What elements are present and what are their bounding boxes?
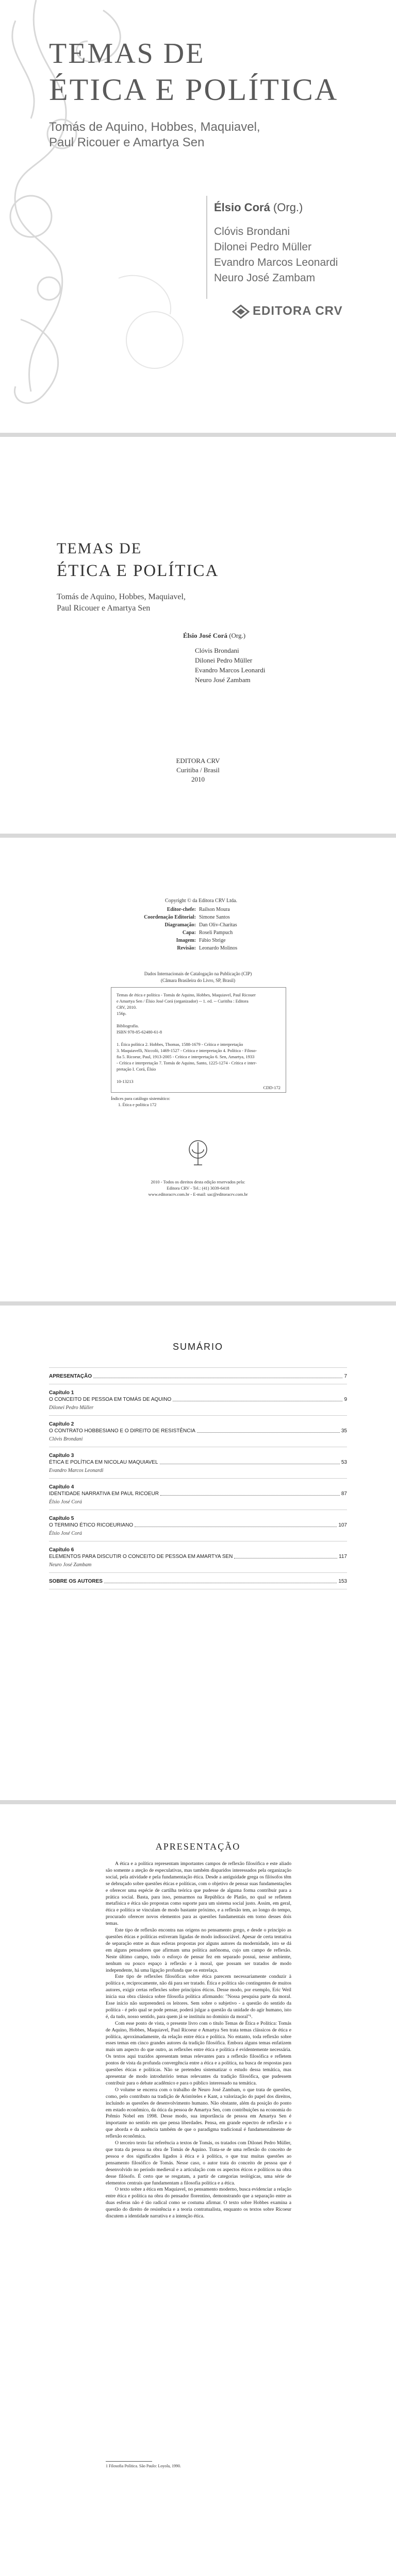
summary-page-number: 35: [341, 1428, 347, 1434]
copyright-footer-line: Editora CRV - Tel.: (41) 3039-6418: [167, 1185, 229, 1191]
credit-row: [124, 937, 278, 944]
cip-line: Bibliografia.: [117, 1023, 139, 1028]
summary-chapter-number: Capítulo 4: [49, 1484, 74, 1490]
summary-entry-title: IDENTIDADE NARRATIVA EM PAUL RICOEUR: [49, 1491, 159, 1497]
cip-line: [117, 1072, 280, 1078]
title-page-author: Dilonei Pedro Müller: [195, 656, 253, 664]
summary-chapter-number: Capítulo 6: [49, 1547, 74, 1553]
summary-entry-row: [49, 1578, 347, 1585]
summary-chapter-number: Capítulo 1: [49, 1390, 74, 1396]
summary-entry-row: [49, 1553, 347, 1560]
title-page-organizer-suffix: (Org.): [227, 632, 246, 639]
credit-row: [124, 906, 278, 913]
publisher-emblem-icon: [188, 1139, 208, 1167]
summary-leader-dots: [160, 1495, 340, 1496]
summary-page-number: 9: [344, 1397, 347, 1402]
summary-chapter-number: Capítulo 5: [49, 1516, 74, 1521]
summary-page-number: 7: [344, 1374, 347, 1379]
summary-entry-title: APRESENTAÇÃO: [49, 1374, 92, 1379]
copyright-footer-line: www.editoracrv.com.br - E-mail: sac@editoracrv.com.br: [148, 1192, 248, 1197]
summary-entry-row: [49, 1490, 347, 1497]
summary-page-number: 107: [338, 1522, 347, 1528]
cip-line: pretação I. Corá, Élsio: [117, 1066, 156, 1072]
cover-authors: [214, 224, 338, 286]
publisher-logo-text: EDITORA CRV: [253, 304, 343, 318]
credit-key: Coordenação Editorial:: [144, 914, 196, 920]
cover-organizer: [214, 201, 303, 214]
cip-catalog-box: [111, 987, 286, 1093]
cip-line: 10-13213: [117, 1079, 134, 1084]
title-page-organizer: [183, 632, 245, 640]
presentation-body: [106, 1861, 291, 2220]
summary-entry-author: Élsio José Corá: [49, 1499, 82, 1505]
cip-cdd: CDD-172: [263, 1085, 280, 1090]
body-paragraph: Com esse ponto de vista, o presente livro com o título Temas de Ética e Política: Tomás de Aquino, Hobbes, Maquiavel, Paul Ricoeur e Amartya Sen trata temas clássicos de ética e política, aproximadamente, da relação entre ética e política. No entanto, toda reflexão sobre esses temas em cinco grandes autores da tradição filosófica. Embora alguns temas enfatizem mais um aspecto do que outro, as reflexões entre ética e política é evidentemente necessária. Os textos aqui trazidos apresentam temas relevantes para a reflexão filosófica e refletem pontos de vista da profunda convergência entre a ética e a política, na busca de respostas para questões éticas e políticas. Não se pretendeu sistematizar o estudo dessa temática, mas apresentar de modo introdutório temas relevantes da tradição filosófica, que pudessem contribuir para o debate acadêmico e para o público interessado na temática.: [106, 2020, 291, 2086]
publisher-city: Curitiba / Brasil: [176, 766, 220, 774]
cip-line: 1. Ética política 2. Hobbes, Thomas, 1588-1679 - Crítica e interpretação: [117, 1042, 243, 1047]
credit-key: Editor-chefe:: [167, 907, 196, 912]
publisher-logo: [232, 304, 343, 319]
footnote: 1 Filosofia Política. São Paulo: Loyola, 1990.: [106, 2464, 181, 2468]
body-paragraph: O volume se encerra com o trabalho de Neuro José Zambam, o que trata de questões, como, pelo contributo na tradição de Aristóteles e Kant, a valorização do papel dos direitos, incluindo as questões de desenvolvimento humano. Não obstante, além da posição do ponto em estado econômico, da ótica da pessoa de Amartya Sen, com contribuições na economia do Prêmio Nobel em 1998. Desse modo, sua importância de pessoa em Amartya Sen é importante no sentido em que pensa liberdades. Pensa, em grande espectro de reflexão e o que aborda e da ausência também de que o paradigma tradicional é fundamentalmente de reflexão econômica.: [106, 2087, 291, 2140]
title-page-author: Clóvis Brondani: [195, 647, 239, 654]
cover-title-line2: ÉTICA E POLÍTICA: [49, 73, 339, 107]
credit-key: Imagem:: [176, 938, 196, 943]
title-page-author: Evandro Marcos Leonardi: [195, 666, 266, 674]
summary-entry-row: [49, 1428, 347, 1434]
summary-entry-row: [49, 1373, 347, 1380]
presentation-page: [0, 1804, 396, 2576]
cip-footer-row: [117, 1084, 280, 1091]
credit-key: Capa:: [182, 930, 196, 936]
summary-entry[interactable]: [49, 1573, 347, 1589]
body-paragraph: Este tipo de reflexões filosóficas sobre ética parecem necessariamente conduzir à política e, reciprocamente, não dá para ser tratado. Ética e política são contingentes de muitos autores, exigir certas reflexões sobre princípios éticos. Desse modo, por exemplo, Eric Weil inicia sua obra clássica sobre filosofia política afirmando: "Nossa pesquisa parte da moral. Esse início não surpreenderá os leitores. Sem sobre o subjetivo - a questão do sentido da política - é pelo qual se pode pensar, poderá julgar a questão da unidade do agir humano, isto é, da tudo, nosso sentido, para quem já se instituiu no domínio da moral"¹.: [106, 1974, 291, 2020]
summary-entry[interactable]: [49, 1384, 347, 1415]
cip-heading-line1: Dados Internacionais de Catalogação na Publicação (CIP): [144, 971, 252, 976]
summary-title: SUMÁRIO: [172, 1342, 223, 1352]
summary-leader-dots: [197, 1432, 340, 1433]
copyright-footer-line: 2010 - Todos os direitos desta edição reservados pela:: [151, 1179, 245, 1184]
credit-row: [124, 921, 278, 929]
title-page: [0, 437, 396, 834]
summary-entry[interactable]: [49, 1416, 347, 1447]
cip-line: fia 5. Ricoeur, Paul, 1913-2005 - Crítica e interpretação 6. Sen, Amartya, 1933: [117, 1054, 255, 1059]
catalog-index-line: 1. Ética e política 172: [118, 1102, 157, 1107]
credit-value: Simone Santos: [199, 914, 230, 920]
title-page-subtitle: [57, 591, 186, 614]
cip-line: [117, 1016, 280, 1023]
summary-entry[interactable]: [49, 1368, 347, 1384]
summary-list: [49, 1367, 347, 1589]
summary-entry[interactable]: [49, 1541, 347, 1572]
cover-author: Neuro José Zambam: [214, 272, 316, 284]
summary-entry-author: Dilonei Pedro Müller: [49, 1405, 94, 1411]
credits-block: [124, 897, 278, 952]
cover-subtitle-line2: Paul Ricouer e Amartya Sen: [49, 135, 205, 149]
summary-entry-title: O TERMINO ÉTICO RICOEURIANO: [49, 1522, 134, 1528]
credit-row: [124, 929, 278, 937]
credit-value: Dan Oliv-Charitas: [199, 922, 237, 928]
credit-value: Fábio Sbrige: [199, 938, 226, 943]
credit-key: Revisão:: [177, 945, 196, 951]
title-page-subtitle-line1: Tomás de Aquino, Hobbes, Maquiavel,: [57, 592, 186, 601]
body-paragraph: O terceiro texto faz referência a textos de Tomás, os tratados com Dilonei Pedro Müller, que trata da pessoa na obra de Tomás de Aquino. Trata-se de uma reflexão do conceito de pessoa e dos significados ligados à ética e à política, o que traz muitas questões ao pensamento filosófico de Tomás. Nesse caso, o autor trata do conceito de pessoa que é desenvolvido no período medieval e a articulação com os aspectos éticos e políticos na obra desse filósofo. É certo que se resgatam, a partir de categorias teológicas, uma série de elementos centrais que fundamentam a filosofia política e a ética.: [106, 2140, 291, 2186]
summary-entry-row: [49, 1522, 347, 1529]
cover-author: Clóvis Brondani: [214, 226, 290, 238]
summary-entry[interactable]: [49, 1510, 347, 1541]
cip-line: 3. Maquiavelli, Niccolò, 1469-1527 - Crítica e interpretação 4. Política - Filoso-: [117, 1048, 257, 1053]
summary-entry[interactable]: [49, 1479, 347, 1510]
summary-entry-row: [49, 1396, 347, 1403]
title-page-subtitle-line2: Paul Ricouer e Amartya Sen: [57, 604, 151, 613]
catalog-index: [111, 1095, 170, 1108]
publication-year: 2010: [191, 775, 205, 783]
title-page-line2: ÉTICA E POLÍTICA: [57, 562, 219, 580]
copyright-line: Copyright © da Editora CRV Ltda.: [165, 898, 237, 904]
cip-line: - Crítica e interpretação 7. Tomás de Aquino, Santo, 1225-1274 - Crítica e inter-: [117, 1060, 257, 1065]
summary-page-number: 87: [341, 1491, 347, 1497]
cover-subtitle: [49, 120, 338, 150]
summary-entry-title: O CONCEITO DE PESSOA EM TOMÁS DE AQUINO: [49, 1397, 172, 1402]
credit-value: Roseli Pampuch: [199, 930, 233, 936]
body-paragraph: Este tipo de reflexão encontra nas origens no pensamento grego, e desde o princípio as questões éticas e políticas estiveram ligadas de modo indissociável. Apesar de certa tentativa de separação entre as duas esferas propostas por alguns autores da modernidade, isto se dá em alguns pensadores que afirmam uma política autônoma, cujo um campo de reflexão. Neste último campo, todo o esforço de pensar fez em separado possui, nesse ambiente, nenhum ou pouco espaço à reflexão e à moral, que possam ser tratados de modo independente, há uma ligação profunda que os entrelaça.: [106, 1927, 291, 1973]
credit-value: Leonardo Molinos: [199, 945, 238, 951]
summary-entry[interactable]: [49, 1447, 347, 1478]
title-page-author: Neuro José Zambam: [195, 676, 251, 684]
publisher-name: EDITORA CRV: [176, 757, 220, 765]
catalog-index-line: Índices para catálogo sistemático:: [111, 1096, 170, 1101]
cover-organizer-name: Élsio Corá: [214, 201, 270, 214]
summary-page: [0, 1306, 396, 1800]
cover-organizer-suffix: (Org.): [270, 201, 303, 214]
summary-page-number: 153: [338, 1579, 347, 1584]
cover-author: Dilonei Pedro Müller: [214, 241, 312, 253]
crv-logo-icon: [232, 304, 250, 319]
footnote-rule: [106, 2461, 152, 2462]
title-page-publisher: [0, 756, 396, 784]
summary-entry-author: Clóvis Brondani: [49, 1436, 83, 1442]
copyright-footer: [0, 1179, 396, 1197]
credit-row: [124, 944, 278, 952]
cip-line: [117, 1035, 280, 1041]
summary-entry-title: ELEMENTOS PARA DISCUTIR O CONCEITO DE PESSOA EM AMARTYA SEN: [49, 1554, 233, 1560]
title-page-organizer-name: Élsio José Corá: [183, 632, 227, 639]
cover-divider: [206, 196, 207, 299]
presentation-title: APRESENTAÇÃO: [155, 1841, 241, 1852]
body-paragraph: A ética e a política representam importantes campos de reflexão filosófica e este aliado são somente a ateção de especulativas, mas também disparidos interessados pela organização social, pela atividade e pela fundamentação ética. Desde a antiguidade grega os filósofos têm se debruçado sobre questões éticas e políticas, com o objetivo de pensar suas fundamentações e oferecer uma espécie de cartilha teórica que pudesse de alguma forma contribuir para a prática social. Basta, para isso, pensarmos na República de Platão, no qual se refletem metafísica e ética são propostas como suporte para um sistema social justo. Assim, em geral, ética e política se vinculam de modo bastante próximo, e a reflexão tem, ao longo do tempo, procurado oferecer novos elementos para as questões fundamentais em torno desses dois temas.: [106, 1861, 291, 1927]
summary-entry-title: O CONTRATO HOBBESIANO E O DIREITO DE RESISTÊNCIA: [49, 1428, 195, 1434]
summary-entry-title: SOBRE OS AUTORES: [49, 1579, 103, 1584]
cip-line: 156p.: [117, 1011, 127, 1016]
cip-line: Temas de ética e política - Tomás de Aquino, Hobbes, Maquiavel, Paul Ricouer: [117, 992, 256, 997]
summary-chapter-number: Capítulo 2: [49, 1421, 74, 1427]
summary-page-number: 117: [339, 1554, 347, 1560]
summary-entry-author: Neuro José Zambam: [49, 1562, 92, 1568]
cip-heading-line2: (Câmara Brasileira do Livro, SP, Brasil): [160, 978, 236, 983]
cip-lines: [117, 992, 280, 1084]
summary-chapter-number: Capítulo 3: [49, 1453, 74, 1459]
summary-page-number: 53: [341, 1460, 347, 1465]
cover-title-line1: TEMAS DE: [49, 38, 205, 70]
credit-value: Railson Moura: [199, 907, 230, 912]
summary-entry-author: Evandro Marcos Leonardi: [49, 1468, 104, 1473]
credit-key: Diagramação:: [164, 922, 196, 928]
title-page-authors: [195, 646, 265, 685]
cover-author: Evandro Marcos Leonardi: [214, 257, 338, 268]
summary-entry-row: [49, 1459, 347, 1466]
title-page-line1: TEMAS DE: [57, 540, 142, 557]
cip-line: CRV, 2010.: [117, 1005, 137, 1010]
copyright-page: [0, 838, 396, 1301]
cover-subtitle-line1: Tomás de Aquino, Hobbes, Maquiavel,: [49, 120, 260, 134]
cover-page: [0, 0, 396, 433]
cip-heading: [0, 971, 396, 984]
summary-entry-title: ÉTICA E POLÍTICA EM NICOLAU MAQUIAVEL: [49, 1460, 158, 1465]
cip-line: e Amartya Sen / Élsio José Corá (organizador) -- 1. ed. -- Curitiba : Editora: [117, 998, 249, 1004]
summary-entry-author: Élsio José Corá: [49, 1531, 82, 1536]
cip-line: ISBN 978-85-62480-61-8: [117, 1029, 162, 1035]
body-paragraph: O texto sobre a ética em Maquiavel, no pensamento moderno, busca evidenciar a relação entre ética e política na obra do pensador florentino, demonstrando que a separação entre as duas esferas não é tão radical como se costuma afirmar. O texto sobre Hobbes examina a questão do direito de resistência e a teoria contratualista, enquanto os textos sobre Ricoeur discutem a identidade narrativa e a intenção ética.: [106, 2187, 291, 2219]
credit-row: [124, 913, 278, 921]
